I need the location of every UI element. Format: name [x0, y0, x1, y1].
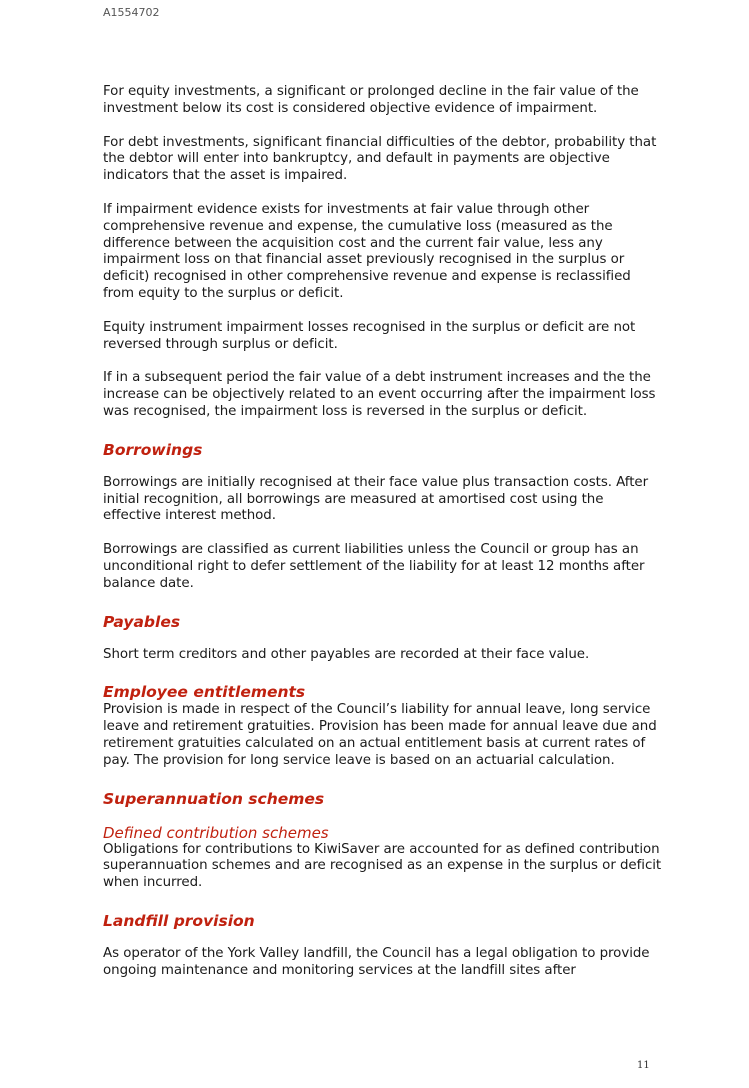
document-id: A1554702: [103, 6, 160, 19]
paragraph-borrowings-initial: Borrowings are initially recognised at their face value plus transaction costs. After initial recognition, all borrowings are measured at amortised cost using the effective interest method.: [103, 474, 649, 524]
paragraph-equity-impairment: For equity investments, a significant or prolonged decline in the fair value of the investment below its cost is considered objective evidence of impairment.: [103, 84, 639, 116]
paragraph-borrowings-classification: Borrowings are classified as current liabilities unless the Council or group has an unconditional right to defer settlement of the liability for at least 12 months after balance date.: [103, 542, 645, 591]
heading-payables: Payables: [103, 612, 181, 631]
subheading-defined-contribution: Defined contribution schemes: [103, 823, 329, 842]
paragraph-debt-reversal: If in a subsequent period the fair value of a debt instrument increases and the the increase can be objectively related to an event occurring after the impairment loss was recognised, the impairment loss is reversed in the surplus or deficit.: [103, 370, 656, 419]
heading-landfill-provision: Landfill provision: [103, 911, 255, 930]
paragraph-landfill: As operator of the York Valley landfill, the Council has a legal obligation to provide ongoing maintenance and monitoring services at the landfill sites after: [103, 945, 650, 978]
page-content: [103, 84, 663, 997]
paragraph-employee-entitlements: Provision is made in respect of the Council’s liability for annual leave, long service leave and retirement gratuities. Provision has been made for annual leave due and retirement gratuities calculated on an actual entitlement basis at current rates of pay. The provision for long service leave is based on an actuarial calculation.: [103, 702, 657, 768]
paragraph-fair-value-impairment: If impairment evidence exists for investments at fair value through other comprehensive revenue and expense, the cumulative loss (measured as the difference between the acquisition cost and the current fair value, less any impairment loss on that financial asset previously recognised in the surplus or deficit) recognised in other comprehensive revenue and expense is reclassified from equity to the surplus or deficit.: [103, 201, 631, 301]
paragraph-payables: Short term creditors and other payables are recorded at their face value.: [103, 646, 590, 662]
heading-superannuation: Superannuation schemes: [103, 789, 325, 808]
heading-employee-entitlements: Employee entitlements: [103, 683, 306, 702]
paragraph-kiwisaver: Obligations for contributions to KiwiSaver are accounted for as defined contribution superannuation schemes and are recognised as an expense in the surplus or deficit when incurred.: [103, 841, 662, 891]
paragraph-equity-losses: Equity instrument impairment losses recognised in the surplus or deficit are not reversed through surplus or deficit.: [103, 319, 636, 352]
heading-borrowings: Borrowings: [103, 440, 203, 459]
paragraph-debt-impairment: For debt investments, significant financial difficulties of the debtor, probability that the debtor will enter into bankruptcy, and default in payments are objective indicators that the asset is impaired.: [103, 134, 657, 184]
page-number: 11: [637, 1060, 650, 1071]
